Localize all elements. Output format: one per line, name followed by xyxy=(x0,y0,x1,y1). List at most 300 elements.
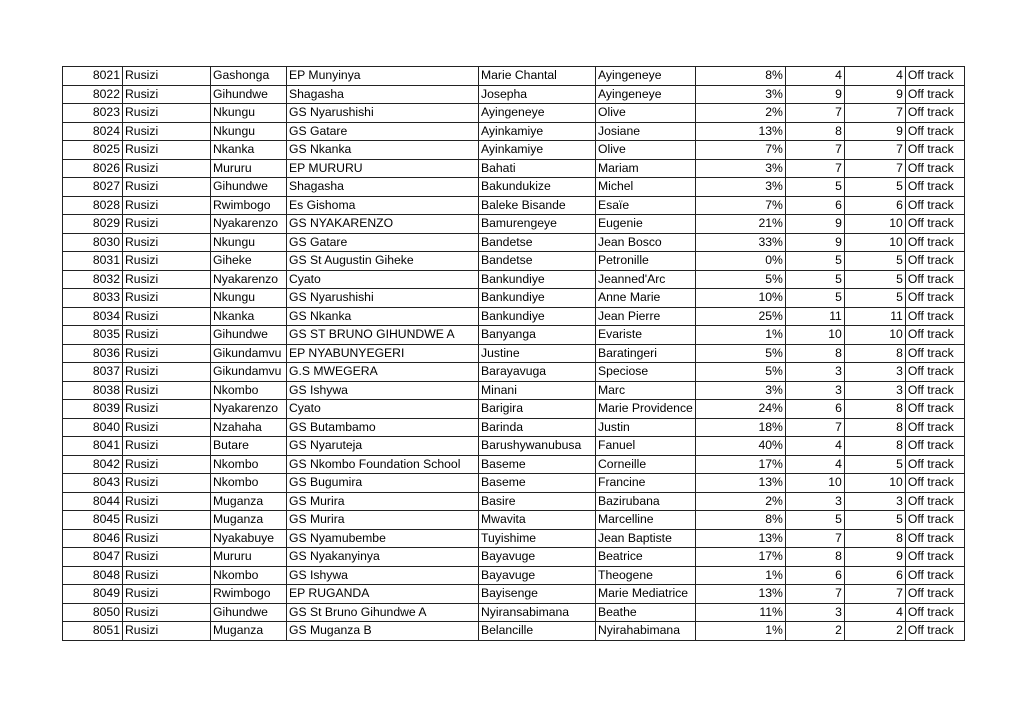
cell-percentage: 17% xyxy=(695,548,785,567)
cell-district: Rusizi xyxy=(123,455,211,474)
cell-last-name: Bayavuge xyxy=(479,548,596,567)
cell-school: GS Gatare xyxy=(287,233,479,252)
cell-first-name: Theogene xyxy=(596,566,696,585)
cell-district: Rusizi xyxy=(123,159,211,178)
cell-school: GS ST BRUNO GIHUNDWE A xyxy=(287,326,479,345)
cell-row-id: 8041 xyxy=(63,437,123,456)
cell-sector: Nkungu xyxy=(211,122,287,141)
cell-school: GS Nyarushishi xyxy=(287,289,479,308)
cell-row-id: 8042 xyxy=(63,455,123,474)
cell-sector: Nkungu xyxy=(211,104,287,123)
cell-status: Off track xyxy=(905,215,964,234)
cell-school: Es Gishoma xyxy=(287,196,479,215)
cell-sector: Mururu xyxy=(211,159,287,178)
cell-district: Rusizi xyxy=(123,67,211,86)
cell-first-name: Marie Mediatrice xyxy=(596,585,696,604)
table-row xyxy=(63,529,965,548)
table-row xyxy=(63,326,965,345)
cell-percentage: 24% xyxy=(695,400,785,419)
cell-school: GS Bugumira xyxy=(287,474,479,493)
cell-district: Rusizi xyxy=(123,363,211,382)
cell-count-b: 4 xyxy=(844,603,905,622)
cell-last-name: Ayinkamiye xyxy=(479,122,596,141)
cell-status: Off track xyxy=(905,548,964,567)
cell-row-id: 8039 xyxy=(63,400,123,419)
cell-last-name: Basire xyxy=(479,492,596,511)
cell-school: EP MURURU xyxy=(287,159,479,178)
cell-last-name: Ayinkamiye xyxy=(479,141,596,160)
table-row xyxy=(63,492,965,511)
cell-sector: Nyakarenzo xyxy=(211,400,287,419)
table-row xyxy=(63,437,965,456)
cell-count-a: 6 xyxy=(785,196,844,215)
cell-status: Off track xyxy=(905,603,964,622)
cell-district: Rusizi xyxy=(123,252,211,271)
cell-sector: Nkombo xyxy=(211,566,287,585)
cell-count-b: 7 xyxy=(844,585,905,604)
cell-count-a: 5 xyxy=(785,178,844,197)
cell-count-a: 4 xyxy=(785,67,844,86)
cell-count-b: 8 xyxy=(844,400,905,419)
cell-status: Off track xyxy=(905,492,964,511)
cell-sector: Nyakabuye xyxy=(211,529,287,548)
cell-count-b: 3 xyxy=(844,363,905,382)
cell-first-name: Corneille xyxy=(596,455,696,474)
cell-percentage: 2% xyxy=(695,492,785,511)
cell-status: Off track xyxy=(905,529,964,548)
table-row xyxy=(63,233,965,252)
cell-school: GS Murira xyxy=(287,511,479,530)
cell-percentage: 3% xyxy=(695,178,785,197)
cell-sector: Rwimbogo xyxy=(211,196,287,215)
cell-percentage: 5% xyxy=(695,270,785,289)
cell-school: GS NYAKARENZO xyxy=(287,215,479,234)
cell-status: Off track xyxy=(905,122,964,141)
cell-count-a: 3 xyxy=(785,492,844,511)
cell-school: GS Nyakanyinya xyxy=(287,548,479,567)
cell-count-a: 7 xyxy=(785,418,844,437)
cell-count-a: 6 xyxy=(785,566,844,585)
cell-percentage: 25% xyxy=(695,307,785,326)
cell-last-name: Josepha xyxy=(479,85,596,104)
cell-count-a: 9 xyxy=(785,85,844,104)
cell-sector: Mururu xyxy=(211,548,287,567)
cell-first-name: Eugenie xyxy=(596,215,696,234)
cell-district: Rusizi xyxy=(123,474,211,493)
cell-sector: Gikundamvu xyxy=(211,363,287,382)
cell-count-a: 8 xyxy=(785,548,844,567)
cell-count-a: 9 xyxy=(785,233,844,252)
cell-count-a: 9 xyxy=(785,215,844,234)
cell-last-name: Belancille xyxy=(479,622,596,641)
cell-count-a: 7 xyxy=(785,141,844,160)
cell-sector: Nkombo xyxy=(211,381,287,400)
cell-district: Rusizi xyxy=(123,289,211,308)
cell-count-b: 9 xyxy=(844,85,905,104)
cell-school: Shagasha xyxy=(287,85,479,104)
cell-percentage: 3% xyxy=(695,85,785,104)
cell-count-b: 5 xyxy=(844,511,905,530)
cell-status: Off track xyxy=(905,252,964,271)
cell-count-b: 8 xyxy=(844,529,905,548)
cell-percentage: 1% xyxy=(695,326,785,345)
cell-last-name: Baseme xyxy=(479,455,596,474)
cell-percentage: 10% xyxy=(695,289,785,308)
cell-count-b: 5 xyxy=(844,178,905,197)
cell-count-a: 8 xyxy=(785,122,844,141)
cell-district: Rusizi xyxy=(123,326,211,345)
cell-district: Rusizi xyxy=(123,104,211,123)
cell-sector: Gihundwe xyxy=(211,178,287,197)
cell-first-name: Jean Baptiste xyxy=(596,529,696,548)
table-row xyxy=(63,159,965,178)
cell-school: GS Nkombo Foundation School xyxy=(287,455,479,474)
cell-district: Rusizi xyxy=(123,381,211,400)
cell-last-name: Tuyishime xyxy=(479,529,596,548)
cell-district: Rusizi xyxy=(123,418,211,437)
cell-percentage: 5% xyxy=(695,363,785,382)
cell-school: GS St Augustin Giheke xyxy=(287,252,479,271)
cell-count-a: 7 xyxy=(785,104,844,123)
cell-count-b: 7 xyxy=(844,104,905,123)
cell-row-id: 8030 xyxy=(63,233,123,252)
cell-count-b: 9 xyxy=(844,122,905,141)
cell-school: GS Ishywa xyxy=(287,566,479,585)
cell-count-b: 9 xyxy=(844,548,905,567)
table-row xyxy=(63,289,965,308)
cell-first-name: Baratingeri xyxy=(596,344,696,363)
cell-last-name: Bankundiye xyxy=(479,307,596,326)
cell-row-id: 8027 xyxy=(63,178,123,197)
cell-percentage: 13% xyxy=(695,474,785,493)
cell-sector: Gihundwe xyxy=(211,85,287,104)
cell-school: GS Butambamo xyxy=(287,418,479,437)
cell-district: Rusizi xyxy=(123,529,211,548)
cell-count-a: 5 xyxy=(785,270,844,289)
cell-row-id: 8033 xyxy=(63,289,123,308)
cell-count-a: 8 xyxy=(785,344,844,363)
cell-status: Off track xyxy=(905,381,964,400)
cell-first-name: Olive xyxy=(596,141,696,160)
cell-count-a: 10 xyxy=(785,326,844,345)
cell-sector: Gashonga xyxy=(211,67,287,86)
table-row xyxy=(63,141,965,160)
cell-row-id: 8032 xyxy=(63,270,123,289)
table-row xyxy=(63,67,965,86)
cell-first-name: Evariste xyxy=(596,326,696,345)
data-table xyxy=(62,66,965,641)
cell-status: Off track xyxy=(905,104,964,123)
table-row xyxy=(63,196,965,215)
cell-count-b: 3 xyxy=(844,492,905,511)
cell-percentage: 8% xyxy=(695,67,785,86)
cell-sector: Nkungu xyxy=(211,289,287,308)
cell-first-name: Esaïe xyxy=(596,196,696,215)
cell-district: Rusizi xyxy=(123,566,211,585)
cell-last-name: Justine xyxy=(479,344,596,363)
cell-school: Cyato xyxy=(287,400,479,419)
cell-count-b: 5 xyxy=(844,252,905,271)
cell-status: Off track xyxy=(905,178,964,197)
table-row xyxy=(63,252,965,271)
cell-count-a: 7 xyxy=(785,585,844,604)
cell-row-id: 8040 xyxy=(63,418,123,437)
cell-status: Off track xyxy=(905,622,964,641)
cell-first-name: Justin xyxy=(596,418,696,437)
table-row xyxy=(63,307,965,326)
cell-percentage: 5% xyxy=(695,344,785,363)
cell-percentage: 17% xyxy=(695,455,785,474)
cell-sector: Muganza xyxy=(211,622,287,641)
cell-sector: Gihundwe xyxy=(211,326,287,345)
table-row xyxy=(63,548,965,567)
cell-district: Rusizi xyxy=(123,622,211,641)
cell-school: EP RUGANDA xyxy=(287,585,479,604)
cell-count-b: 7 xyxy=(844,159,905,178)
cell-first-name: Ayingeneye xyxy=(596,67,696,86)
cell-row-id: 8021 xyxy=(63,67,123,86)
cell-status: Off track xyxy=(905,326,964,345)
cell-last-name: Bahati xyxy=(479,159,596,178)
cell-first-name: Nyirahabimana xyxy=(596,622,696,641)
table-row xyxy=(63,566,965,585)
cell-row-id: 8049 xyxy=(63,585,123,604)
cell-first-name: Ayingeneye xyxy=(596,85,696,104)
cell-status: Off track xyxy=(905,85,964,104)
cell-district: Rusizi xyxy=(123,141,211,160)
table-row xyxy=(63,104,965,123)
cell-count-b: 2 xyxy=(844,622,905,641)
cell-school: GS Muganza B xyxy=(287,622,479,641)
cell-district: Rusizi xyxy=(123,122,211,141)
cell-district: Rusizi xyxy=(123,548,211,567)
cell-sector: Rwimbogo xyxy=(211,585,287,604)
cell-district: Rusizi xyxy=(123,85,211,104)
cell-first-name: Fanuel xyxy=(596,437,696,456)
cell-sector: Nkombo xyxy=(211,455,287,474)
table-row xyxy=(63,85,965,104)
cell-last-name: Bankundiye xyxy=(479,289,596,308)
cell-district: Rusizi xyxy=(123,307,211,326)
cell-count-b: 5 xyxy=(844,270,905,289)
cell-count-a: 7 xyxy=(785,529,844,548)
cell-district: Rusizi xyxy=(123,270,211,289)
cell-status: Off track xyxy=(905,233,964,252)
cell-status: Off track xyxy=(905,455,964,474)
table-row xyxy=(63,381,965,400)
cell-row-id: 8024 xyxy=(63,122,123,141)
cell-count-b: 6 xyxy=(844,196,905,215)
cell-first-name: Jean Pierre xyxy=(596,307,696,326)
cell-row-id: 8035 xyxy=(63,326,123,345)
cell-last-name: Bandetse xyxy=(479,233,596,252)
cell-count-a: 3 xyxy=(785,603,844,622)
cell-first-name: Michel xyxy=(596,178,696,197)
cell-first-name: Marcelline xyxy=(596,511,696,530)
cell-row-id: 8034 xyxy=(63,307,123,326)
cell-percentage: 18% xyxy=(695,418,785,437)
cell-count-a: 5 xyxy=(785,511,844,530)
cell-count-b: 8 xyxy=(844,437,905,456)
cell-first-name: Marc xyxy=(596,381,696,400)
cell-percentage: 21% xyxy=(695,215,785,234)
cell-last-name: Bandetse xyxy=(479,252,596,271)
table-row xyxy=(63,455,965,474)
cell-status: Off track xyxy=(905,307,964,326)
cell-first-name: Francine xyxy=(596,474,696,493)
table-row xyxy=(63,585,965,604)
cell-sector: Gikundamvu xyxy=(211,344,287,363)
cell-school: GS St Bruno Gihundwe A xyxy=(287,603,479,622)
cell-count-b: 6 xyxy=(844,566,905,585)
cell-school: Shagasha xyxy=(287,178,479,197)
cell-row-id: 8045 xyxy=(63,511,123,530)
cell-last-name: Bakundukize xyxy=(479,178,596,197)
cell-count-a: 11 xyxy=(785,307,844,326)
cell-last-name: Nyiransabimana xyxy=(479,603,596,622)
cell-status: Off track xyxy=(905,418,964,437)
cell-sector: Giheke xyxy=(211,252,287,271)
cell-row-id: 8036 xyxy=(63,344,123,363)
cell-school: GS Nkanka xyxy=(287,141,479,160)
cell-first-name: Jean Bosco xyxy=(596,233,696,252)
cell-count-a: 5 xyxy=(785,252,844,271)
cell-first-name: Marie Providence xyxy=(596,400,696,419)
cell-percentage: 7% xyxy=(695,141,785,160)
cell-row-id: 8051 xyxy=(63,622,123,641)
cell-row-id: 8029 xyxy=(63,215,123,234)
cell-district: Rusizi xyxy=(123,492,211,511)
cell-count-b: 10 xyxy=(844,326,905,345)
cell-first-name: Beatrice xyxy=(596,548,696,567)
cell-school: GS Nyaruteja xyxy=(287,437,479,456)
table-body xyxy=(63,67,965,641)
cell-percentage: 11% xyxy=(695,603,785,622)
cell-row-id: 8043 xyxy=(63,474,123,493)
cell-sector: Nkungu xyxy=(211,233,287,252)
cell-district: Rusizi xyxy=(123,511,211,530)
cell-first-name: Anne Marie xyxy=(596,289,696,308)
cell-row-id: 8031 xyxy=(63,252,123,271)
cell-school: Cyato xyxy=(287,270,479,289)
cell-status: Off track xyxy=(905,289,964,308)
cell-first-name: Jeanned'Arc xyxy=(596,270,696,289)
cell-first-name: Mariam xyxy=(596,159,696,178)
cell-percentage: 13% xyxy=(695,529,785,548)
cell-school: GS Ishywa xyxy=(287,381,479,400)
cell-first-name: Olive xyxy=(596,104,696,123)
cell-status: Off track xyxy=(905,196,964,215)
cell-district: Rusizi xyxy=(123,344,211,363)
cell-school: GS Nkanka xyxy=(287,307,479,326)
cell-sector: Butare xyxy=(211,437,287,456)
cell-count-b: 5 xyxy=(844,289,905,308)
table-row xyxy=(63,270,965,289)
cell-last-name: Baleke Bisande xyxy=(479,196,596,215)
cell-row-id: 8026 xyxy=(63,159,123,178)
cell-last-name: Barigira xyxy=(479,400,596,419)
cell-status: Off track xyxy=(905,141,964,160)
cell-percentage: 3% xyxy=(695,381,785,400)
table-row xyxy=(63,474,965,493)
cell-status: Off track xyxy=(905,400,964,419)
cell-status: Off track xyxy=(905,511,964,530)
cell-count-b: 11 xyxy=(844,307,905,326)
cell-sector: Nkanka xyxy=(211,141,287,160)
cell-count-a: 10 xyxy=(785,474,844,493)
cell-count-a: 6 xyxy=(785,400,844,419)
cell-school: G.S MWEGERA xyxy=(287,363,479,382)
cell-last-name: Bamurengeye xyxy=(479,215,596,234)
cell-percentage: 1% xyxy=(695,622,785,641)
cell-percentage: 1% xyxy=(695,566,785,585)
cell-last-name: Marie Chantal xyxy=(479,67,596,86)
cell-sector: Gihundwe xyxy=(211,603,287,622)
cell-school: GS Murira xyxy=(287,492,479,511)
cell-percentage: 33% xyxy=(695,233,785,252)
cell-last-name: Bankundiye xyxy=(479,270,596,289)
cell-count-a: 2 xyxy=(785,622,844,641)
cell-count-b: 10 xyxy=(844,215,905,234)
table-row xyxy=(63,178,965,197)
cell-count-a: 4 xyxy=(785,455,844,474)
cell-district: Rusizi xyxy=(123,178,211,197)
cell-last-name: Minani xyxy=(479,381,596,400)
table-row xyxy=(63,622,965,641)
cell-percentage: 13% xyxy=(695,122,785,141)
cell-row-id: 8046 xyxy=(63,529,123,548)
cell-district: Rusizi xyxy=(123,603,211,622)
cell-last-name: Mwavita xyxy=(479,511,596,530)
cell-last-name: Bayavuge xyxy=(479,566,596,585)
cell-last-name: Barayavuga xyxy=(479,363,596,382)
cell-percentage: 3% xyxy=(695,159,785,178)
cell-first-name: Bazirubana xyxy=(596,492,696,511)
cell-first-name: Petronille xyxy=(596,252,696,271)
cell-percentage: 0% xyxy=(695,252,785,271)
cell-percentage: 7% xyxy=(695,196,785,215)
cell-count-a: 3 xyxy=(785,381,844,400)
cell-first-name: Beathe xyxy=(596,603,696,622)
cell-sector: Nyakarenzo xyxy=(211,215,287,234)
cell-count-a: 7 xyxy=(785,159,844,178)
cell-school: EP Munyinya xyxy=(287,67,479,86)
table-row xyxy=(63,418,965,437)
table-row xyxy=(63,400,965,419)
cell-district: Rusizi xyxy=(123,585,211,604)
cell-last-name: Banyanga xyxy=(479,326,596,345)
cell-sector: Nyakarenzo xyxy=(211,270,287,289)
table-row xyxy=(63,344,965,363)
cell-row-id: 8048 xyxy=(63,566,123,585)
cell-school: GS Gatare xyxy=(287,122,479,141)
cell-last-name: Barinda xyxy=(479,418,596,437)
cell-last-name: Bayisenge xyxy=(479,585,596,604)
cell-row-id: 8025 xyxy=(63,141,123,160)
cell-row-id: 8022 xyxy=(63,85,123,104)
table-row xyxy=(63,511,965,530)
cell-count-a: 5 xyxy=(785,289,844,308)
cell-sector: Nzahaha xyxy=(211,418,287,437)
cell-count-b: 10 xyxy=(844,233,905,252)
cell-district: Rusizi xyxy=(123,400,211,419)
cell-last-name: Ayingeneye xyxy=(479,104,596,123)
cell-count-a: 4 xyxy=(785,437,844,456)
cell-row-id: 8050 xyxy=(63,603,123,622)
cell-count-b: 5 xyxy=(844,455,905,474)
cell-row-id: 8044 xyxy=(63,492,123,511)
cell-row-id: 8038 xyxy=(63,381,123,400)
